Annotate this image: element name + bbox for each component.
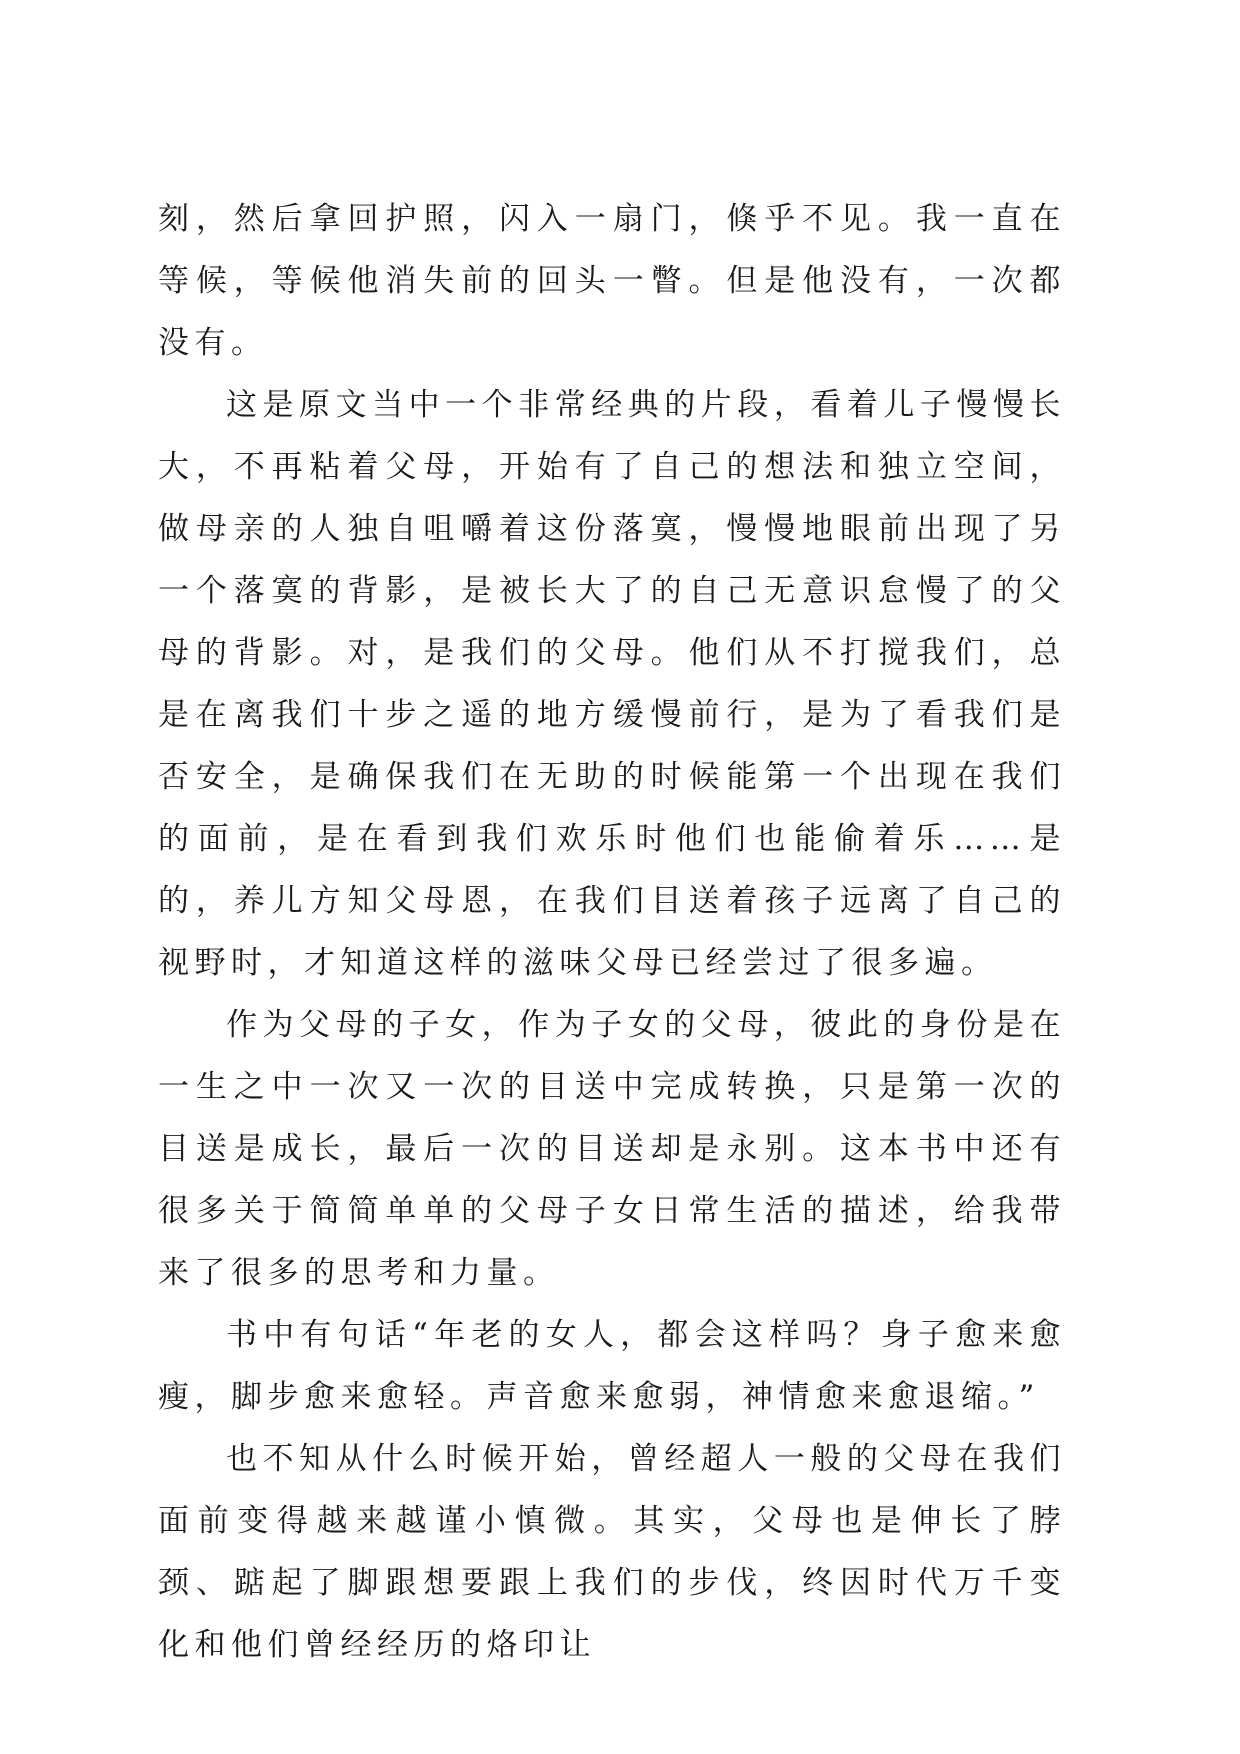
paragraph-2: 这是原文当中一个非常经典的片段，看着儿子慢慢长大，不再粘着父母，开始有了自己的想法和独立空间，做母亲的人独自咀嚼着这份落寞，慢慢地眼前出现了另一个落寞的背影，是被长大了的自己无意识怠慢了的父母的背影。对，是我们的父母。他们从不打搅我们，总是在离我们十步之遥的地方缓慢前行，是为了看我们是否安全，是确保我们在无助的时候能第一个出现在我们的面前，是在看到我们欢乐时他们也能偷着乐……是的，养儿方知父母恩，在我们目送着孩子远离了自己的视野时，才知道这样的滋味父母已经尝过了很多遍。 [158, 387, 1066, 981]
paragraph-1: 刻，然后拿回护照，闪入一扇门，倏乎不见。我一直在等候，等候他消失前的回头一瞥。但是他没有，一次都没有。 [158, 201, 1066, 361]
document-body [158, 188, 1066, 1676]
paragraph-3: 作为父母的子女，作为子女的父母，彼此的身份是在一生之中一次又一次的目送中完成转换，只是第一次的目送是成长，最后一次的目送却是永别。这本书中还有很多关于简简单单的父母子女日常生活的描述，给我带来了很多的思考和力量。 [158, 1007, 1066, 1291]
paragraph-4: 书中有句话“年老的女人，都会这样吗？身子愈来愈瘦，脚步愈来愈轻。声音愈来愈弱，神情愈来愈退缩。” [158, 1317, 1066, 1415]
paragraph-5: 也不知从什么时候开始，曾经超人一般的父母在我们面前变得越来越谨小慎微。其实，父母也是伸长了脖颈、踮起了脚跟想要跟上我们的步伐，终因时代万千变化和他们曾经经历的烙印让 [158, 1441, 1066, 1663]
